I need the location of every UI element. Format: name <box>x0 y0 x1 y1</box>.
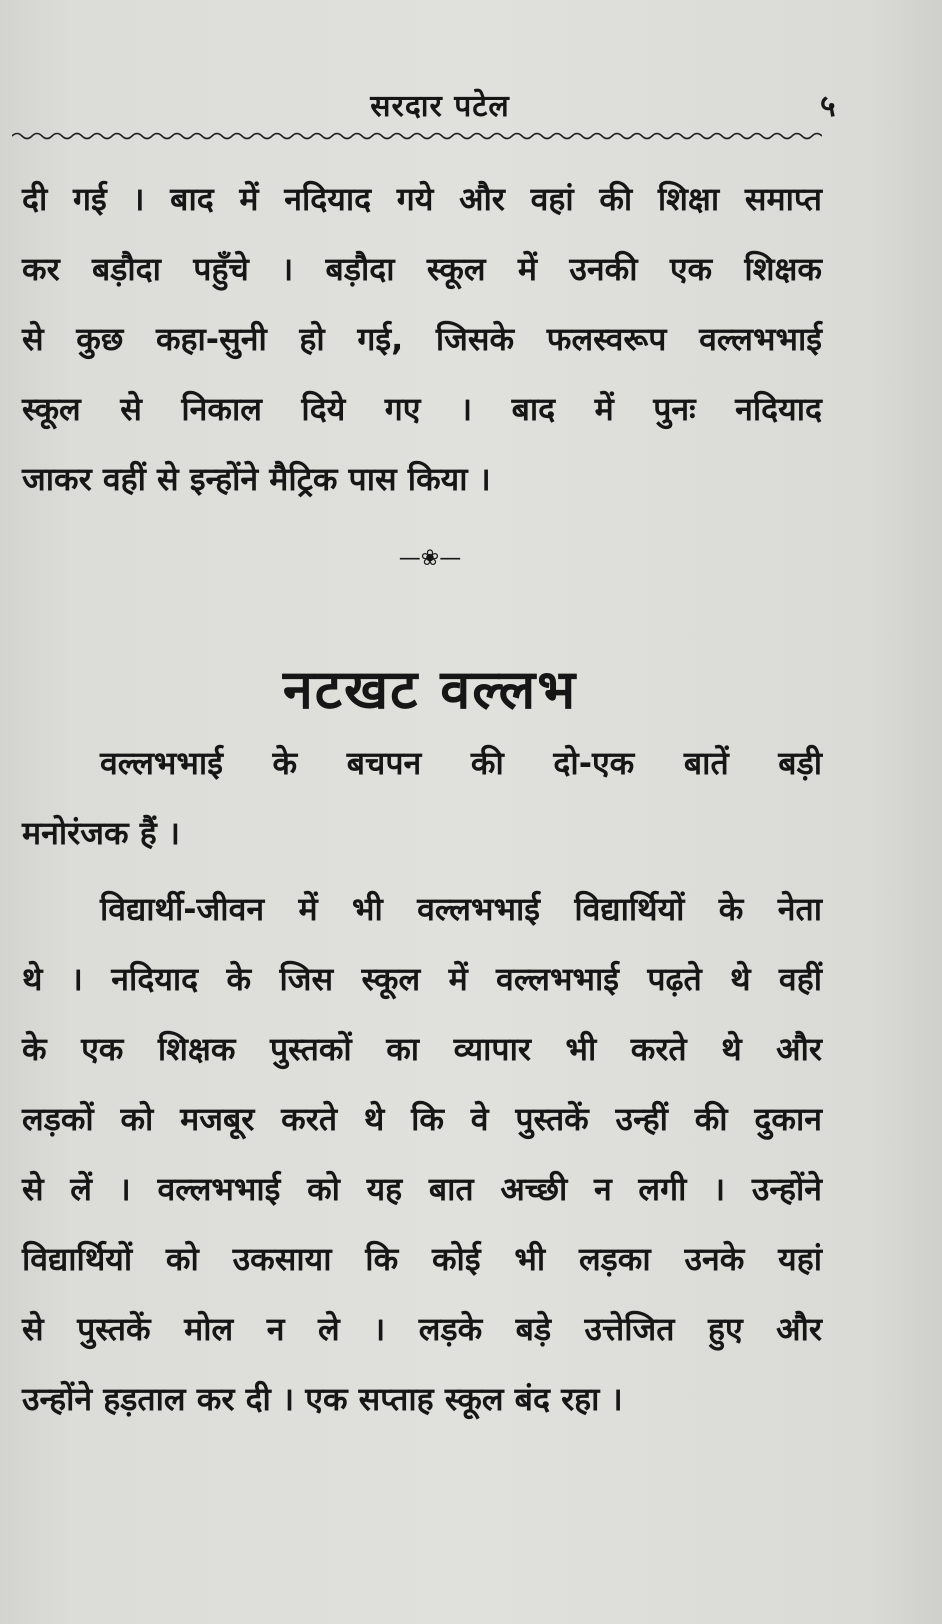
section-title: नटखट वल्लभ <box>282 658 578 721</box>
paragraph-1 <box>22 164 822 514</box>
text-line: विद्यार्थी-जीवन में भी वल्लभभाई विद्यार्थियों के नेता <box>100 890 822 928</box>
text-line: से पुस्तकें मोल न ले । लड़के बड़े उत्तेजित हुए और <box>22 1310 822 1348</box>
text-line: विद्यार्थियों को उकसाया कि कोई भी लड़का उनके यहां <box>22 1240 822 1278</box>
text-line: दी गई । बाद में नदियाद गये और वहां की शिक्षा समाप्त <box>22 180 822 218</box>
text-line: के एक शिक्षक पुस्तकों का व्यापार भी करते थे और <box>22 1030 822 1068</box>
text-line: थे । नदियाद के जिस स्कूल में वल्लभभाई पढ़ते थे वहीं <box>22 960 822 998</box>
wavy-rule-divider <box>12 130 822 142</box>
section-separator-ornament: —❀— <box>398 546 462 571</box>
text-line: वल्लभभाई के बचपन की दो-एक बातें बड़ी <box>100 744 822 782</box>
paragraph-2 <box>22 728 822 868</box>
text-line: से कुछ कहा-सुनी हो गई, जिसके फलस्वरूप वल्लभभाई <box>22 320 822 358</box>
text-line: स्कूल से निकाल दिये गए । बाद में पुनः नदियाद <box>22 390 822 428</box>
text-line: उन्होंने हड़ताल कर दी । एक सप्ताह स्कूल बंद रहा । <box>22 1380 623 1418</box>
text-line: कर बड़ौदा पहुँचे । बड़ौदा स्कूल में उनकी एक शिक्षक <box>22 250 822 288</box>
paragraph-3 <box>22 874 822 1434</box>
text-line: जाकर वहीं से इन्होंने मैट्रिक पास किया । <box>22 460 491 498</box>
page-number: ५ <box>820 89 836 124</box>
text-line: से लें । वल्लभभाई को यह बात अच्छी न लगी । उन्होंने <box>22 1170 822 1208</box>
text-line: मनोरंजक हैं । <box>22 814 180 852</box>
running-head <box>0 84 942 124</box>
text-line: लड़कों को मजबूर करते थे कि वे पुस्तकें उन्हीं की दुकान <box>22 1100 822 1138</box>
running-title: सरदार पटेल <box>370 89 510 124</box>
